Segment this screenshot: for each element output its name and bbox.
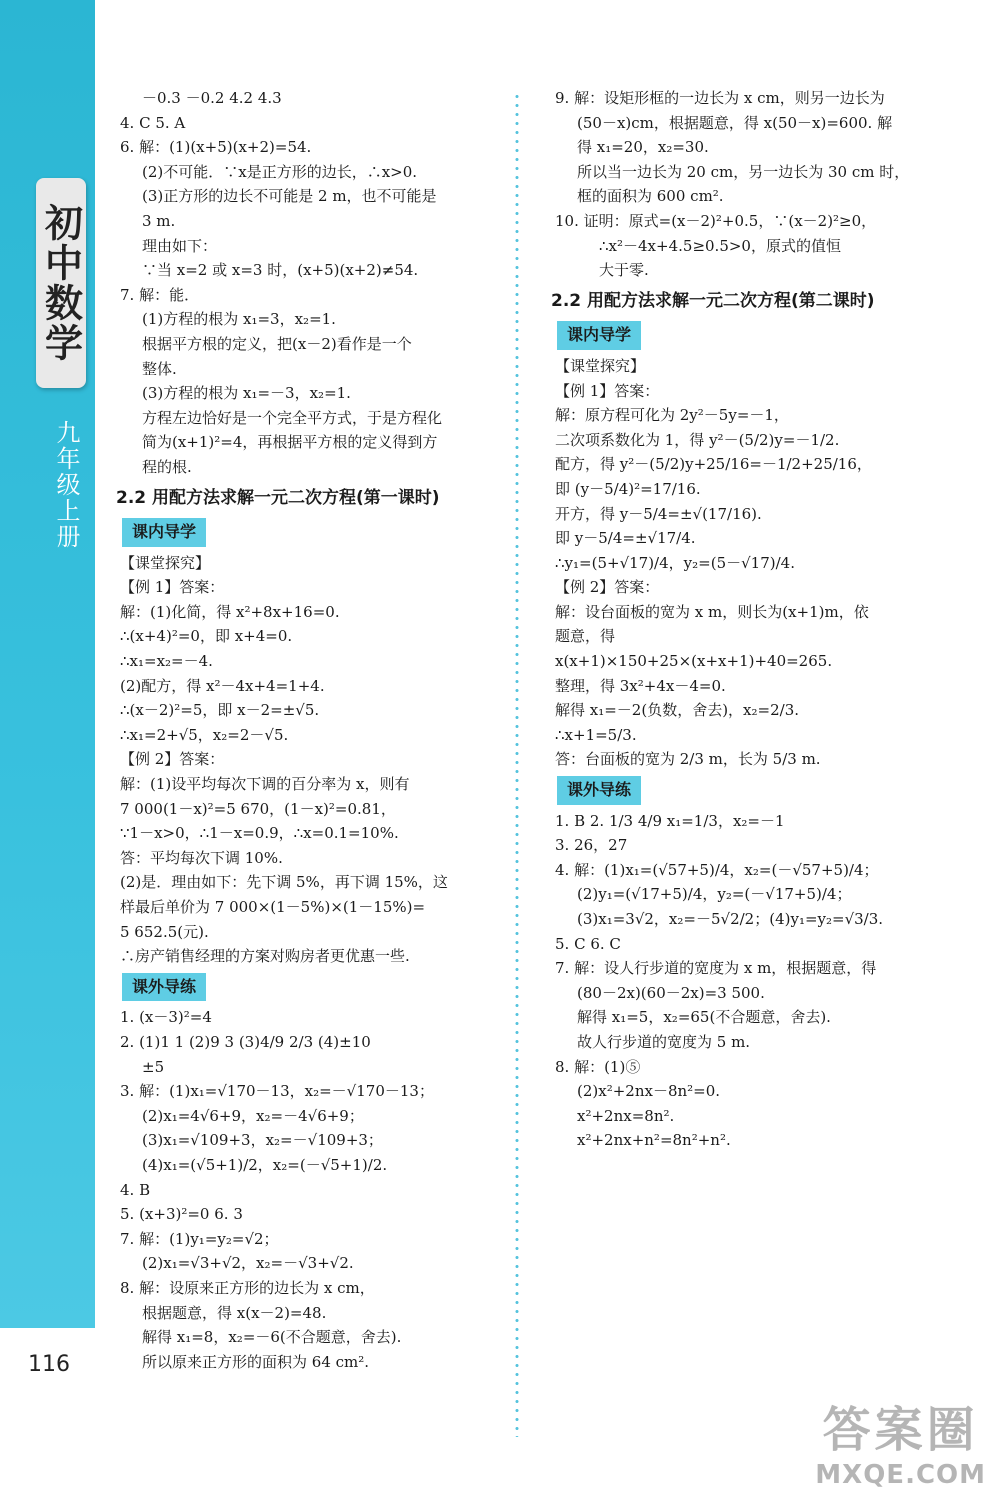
- answer-line: 开方，得 y－5/4=±√(17/16).: [555, 504, 762, 523]
- answer-line: 6. 解：(1)(x+5)(x+2)=54.: [120, 138, 312, 157]
- answer-line: 题意，得: [555, 627, 616, 646]
- answer-line: (2)x₁=√3+√2，x₂=－√3+√2.: [142, 1254, 354, 1273]
- answer-line: 根据平方根的定义，把(x－2)看作是一个: [142, 334, 412, 353]
- answer-line: ∴x+1=5/3.: [555, 725, 637, 744]
- answer-line: 【例 2】答案：: [555, 578, 660, 597]
- answer-line: 即 (y－5/4)²=17/16.: [555, 479, 701, 498]
- answer-line: 解：设台面板的宽为 x m，则长为(x+1)m，依: [555, 602, 869, 621]
- answer-line: (3)x₁=3√2，x₂=－5√2/2；(4)y₁=y₂=√3/3.: [577, 910, 884, 928]
- answer-line: 样最后单价为 7 000×(1－5%)×(1－15%)=: [120, 898, 426, 916]
- answer-line: 7. 解：能．: [120, 285, 200, 304]
- grade-label: 九年级上册: [52, 420, 80, 550]
- answer-line: (3)x₁=√109+3，x₂=－√109+3；: [142, 1131, 383, 1150]
- answer-line: 5. C 6. C: [555, 934, 621, 953]
- answer-line: 即 y－5/4=±√17/4.: [555, 529, 696, 548]
- answer-line: 2. (1)1 1 (2)9 3 (3)4/9 2/3 (4)±10: [120, 1032, 371, 1051]
- answer-line: 7 000(1－x)²=5 670，(1－x)²=0.81，: [120, 799, 396, 818]
- answer-line: ∴x²－4x+4.5≥0.5>0，原式的值恒: [599, 236, 841, 255]
- answer-line: 3. 解：(1)x₁=√170－13，x₂=－√170－13；: [120, 1082, 434, 1101]
- answer-line: 简为(x+1)²=4，再根据平方根的定义得到方: [142, 433, 438, 452]
- answer-line: 解：(1)化简，得 x²+8x+16=0.: [120, 602, 340, 621]
- right-column: [551, 86, 940, 1153]
- column-divider: [515, 92, 519, 1437]
- section-banner: 课外导练: [557, 776, 641, 805]
- answer-line: (1)方程的根为 x₁=3，x₂=1.: [142, 310, 336, 329]
- section-title: 2.2 用配方法求解一元二次方程(第二课时): [551, 290, 875, 311]
- answer-line: 8. 解：设原来正方形的边长为 x cm，: [120, 1278, 375, 1297]
- answer-line: 7. 解：(1)y₁=y₂=√2；: [120, 1229, 279, 1248]
- answer-line: 答：平均每次下调 10%.: [120, 848, 283, 867]
- answer-line: ∴房产销售经理的方案对购房者更优惠一些.: [120, 947, 410, 966]
- page-number: 116: [28, 1352, 70, 1377]
- answer-line: ∴x₁=2+√5，x₂=2－√5.: [120, 725, 289, 744]
- answer-line: 配方，得 y²－(5/2)y+25/16=－1/2+25/16，: [555, 455, 872, 474]
- answer-line: 9. 解：设矩形框的一边长为 x cm，则另一边长为: [555, 89, 885, 107]
- answer-line: ±5: [142, 1057, 165, 1076]
- subject-tab: [36, 178, 86, 388]
- answer-line: 5. (x+3)²=0 6. 3: [120, 1205, 243, 1224]
- sidebar: [0, 0, 95, 1328]
- answer-line: x²+2nx=8n².: [577, 1106, 675, 1125]
- answer-line: (2)x²+2nx－8n²=0.: [577, 1082, 721, 1101]
- answer-line: 【例 1】答案：: [120, 578, 225, 597]
- answer-line: x(x+1)×150+25×(x+x+1)+40=265.: [555, 652, 833, 671]
- answer-line: 理由如下：: [142, 236, 218, 255]
- answer-line: (80－2x)(60－2x)=3 500.: [577, 983, 765, 1002]
- answer-line: ∴x₁=x₂=－4.: [120, 652, 213, 671]
- answer-line: 【课堂探究】: [555, 356, 646, 375]
- left-column: [116, 86, 500, 1374]
- answer-line: ∴(x－2)²=5，即 x－2=±√5.: [120, 701, 320, 720]
- answer-line: 所以当一边长为 20 cm，另一边长为 30 cm 时，: [577, 162, 910, 181]
- answer-line: 4. B: [120, 1180, 151, 1199]
- answer-line: 7. 解：设人行步道的宽度为 x m，根据题意，得: [555, 959, 877, 978]
- answer-line: 【例 1】答案：: [555, 381, 660, 400]
- answer-line: 10. 证明：原式=(x－2)²+0.5，∵(x－2)²≥0，: [555, 211, 877, 230]
- answer-line: (50－x)cm，根据题意，得 x(50－x)=600. 解: [577, 113, 893, 132]
- answer-line: 3 m.: [142, 211, 176, 230]
- answer-line: 根据题意，得 x(x－2)=48.: [142, 1303, 327, 1322]
- watermark-site: MXQE.COM: [815, 1460, 986, 1490]
- watermark: [815, 1391, 986, 1490]
- answer-line: 8. 解：(1)⑤: [555, 1057, 641, 1076]
- answer-line: 5 652.5(元).: [120, 922, 209, 941]
- answer-line: 3. 26，27: [555, 836, 628, 855]
- answer-line: 【课堂探究】: [120, 553, 211, 572]
- answer-line: 解得 x₁=5，x₂=65(不合题意，舍去).: [577, 1008, 831, 1027]
- answer-line: (4)x₁=(√5+1)/2，x₂=(－√5+1)/2.: [142, 1155, 388, 1174]
- answer-line: 二次项系数化为 1，得 y²－(5/2)y=－1/2.: [555, 430, 840, 449]
- answer-line: ∴y₁=(5+√17)/4，y₂=(5－√17)/4.: [555, 553, 795, 572]
- answer-line: (2)是．理由如下：先下调 5%，再下调 15%，这: [120, 873, 448, 892]
- answer-line: (3)方程的根为 x₁=－3，x₂=1.: [142, 384, 351, 403]
- answer-line: 4. C 5. A: [120, 113, 186, 132]
- answer-line: 整理，得 3x²+4x－4=0.: [555, 676, 726, 695]
- answer-line: 程的根.: [142, 457, 192, 476]
- section-banner: 课内导学: [557, 321, 641, 350]
- section-banner: 课内导学: [122, 518, 206, 547]
- watermark-logo-text: 答案圈: [822, 1402, 979, 1458]
- answer-line: ∵当 x=2 或 x=3 时，(x+5)(x+2)≠54.: [142, 261, 419, 280]
- section-banner: 课外导练: [122, 973, 206, 1002]
- answer-line: (2)x₁=4√6+9，x₂=－4√6+9；: [142, 1106, 364, 1125]
- answer-line: ∵1－x>0，∴1－x=0.9，∴x=0.1=10%.: [120, 824, 399, 843]
- subject-label: 初中数学: [38, 203, 83, 363]
- answer-line: (3)正方形的边长不可能是 2 m，也不可能是: [142, 187, 437, 206]
- answer-line: 【例 2】答案：: [120, 750, 225, 769]
- answer-line: 整体.: [142, 359, 177, 378]
- section-title: 2.2 用配方法求解一元二次方程(第一课时): [116, 487, 440, 508]
- answer-line: 大于零.: [599, 261, 649, 280]
- answer-line: 得 x₁=20，x₂=30.: [577, 138, 709, 157]
- answer-line: 解得 x₁=8，x₂=－6(不合题意，舍去).: [142, 1328, 402, 1347]
- answer-line: (2)配方，得 x²－4x+4=1+4.: [120, 676, 325, 695]
- answer-line: (2)不可能．∵x是正方形的边长，∴x>0.: [142, 162, 418, 181]
- answer-line: 答：台面板的宽为 2/3 m，长为 5/3 m.: [555, 750, 821, 769]
- answer-line: 方程左边恰好是一个完全平方式，于是方程化: [142, 408, 443, 427]
- answer-line: 框的面积为 600 cm².: [577, 187, 724, 206]
- answer-line: 解：(1)设平均每次下调的百分率为 x，则有: [120, 775, 410, 794]
- answer-line: 解：原方程可化为 2y²－5y=－1，: [555, 406, 789, 425]
- answer-line: x²+2nx+n²=8n²+n².: [577, 1131, 731, 1150]
- answer-line: 1. B 2. 1/3 4/9 x₁=1/3，x₂=－1: [555, 811, 785, 830]
- answer-line: (2)y₁=(√17+5)/4，y₂=(－√17+5)/4；: [577, 885, 852, 904]
- answer-line: 解得 x₁=－2(负数，舍去)，x₂=2/3.: [555, 701, 800, 720]
- answer-line: 所以原来正方形的面积为 64 cm².: [142, 1352, 370, 1371]
- answer-line: 4. 解：(1)x₁=(√57+5)/4，x₂=(－√57+5)/4；: [555, 860, 879, 879]
- answer-line: －0.3 －0.2 4.2 4.3: [142, 89, 282, 107]
- answer-line: 故人行步道的宽度为 5 m.: [577, 1032, 751, 1051]
- answer-line: 1. (x－3)²=4: [120, 1008, 212, 1027]
- answer-line: ∴(x+4)²=0，即 x+4=0.: [120, 627, 293, 646]
